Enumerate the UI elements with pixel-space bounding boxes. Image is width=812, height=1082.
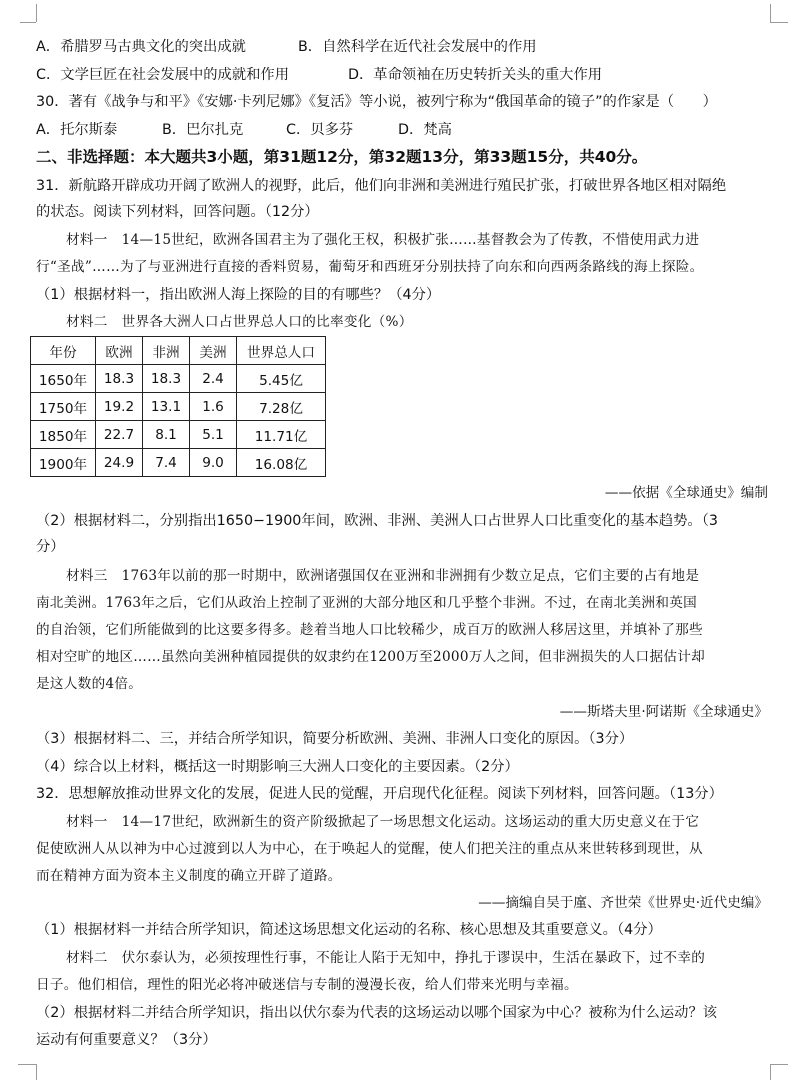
q32-intro: 32．思想解放推动世界文化的发展，促进人民的觉醒，开启现代化征程。阅读下列材料，回答问题。（13分） <box>36 786 723 802</box>
crop-mark-top-right-h <box>770 22 788 23</box>
table-cell: 1850年 <box>31 421 96 449</box>
q32-material1-line3: 而在精神方面为资本主义制度的确立开辟了道路。 <box>36 868 342 884</box>
q32-question1: （1）根据材料一并结合所学知识，简述这场思想文化运动的名称、核心思想及其重要意义。（4分） <box>36 922 662 938</box>
table-cell: 18.3 <box>96 365 143 393</box>
table-cell: 8.1 <box>143 421 190 449</box>
table-cell: 1900年 <box>31 449 96 477</box>
table-cell: 7.28亿 <box>237 393 326 421</box>
crop-mark-top-left-h <box>20 22 36 23</box>
crop-mark-bottom-right-v <box>770 1064 771 1080</box>
q31-question1: （1）根据材料一，指出欧洲人海上探险的目的有哪些？（4分） <box>36 287 441 303</box>
table-cell: 22.7 <box>96 421 143 449</box>
q31-material2-title: 材料二 世界各大洲人口占世界总人口的比率变化（%） <box>66 314 413 330</box>
table-cell: 11.71亿 <box>237 421 326 449</box>
table-cell: 1650年 <box>31 365 96 393</box>
table-cell: 24.9 <box>96 449 143 477</box>
q31-material2-source: ——依据《全球通史》编制 <box>604 485 768 501</box>
q29-option-b: B．自然科学在近代社会发展中的作用 <box>298 39 537 55</box>
q31-question3: （3）根据材料二、三，并结合所学知识，简要分析欧洲、美洲、非洲人口变化的原因。（3分） <box>36 731 634 747</box>
q32-question2-line1: （2）根据材料二并结合所学知识，指出以伏尔泰为代表的这场运动以哪个国家为中心？被称为什么运动？该 <box>36 1005 718 1021</box>
q31-question2-line1: （2）根据材料二，分别指出1650−1900年间，欧洲、非洲、美洲人口占世界人口比重变化的基本趋势。（3 <box>36 513 718 529</box>
q31-question4: （4）综合以上材料，概括这一时期影响三大洲人口变化的主要因素。（2分） <box>36 759 519 775</box>
q31-material1-line1: 材料一 14—15世纪，欧洲各国君主为了强化王权，积极扩张……基督教会为了传教，不惜使用武力进 <box>66 232 700 248</box>
q32-material1-source: ——摘编自吴于廑、齐世荣《世界史·近代史编》 <box>478 895 768 911</box>
table-cell: 9.0 <box>190 449 237 477</box>
q31-material3-line1: 材料三 1763年以前的那一时期中，欧洲诸强国仅在亚洲和非洲拥有少数立足点，它们主要的占有地是 <box>66 568 700 584</box>
q31-material1-line2: 行“圣战”……为了与亚洲进行直接的香料贸易，葡萄牙和西班牙分别扶持了向东和向西两条路线的海上探险。 <box>36 259 704 275</box>
q29-option-d: D．革命领袖在历史转折关头的重大作用 <box>348 67 603 83</box>
table-row <box>31 449 326 477</box>
crop-mark-top-left <box>36 4 37 22</box>
table-row <box>31 421 326 449</box>
table-cell: 19.2 <box>96 393 143 421</box>
q30-options <box>36 120 452 140</box>
q32-material2-line2: 日子。他们相信，理性的阳光必将冲破迷信与专制的漫漫长夜，给人们带来光明与幸福。 <box>36 977 578 993</box>
q30-option-b: B．巴尔扎克 <box>162 122 244 138</box>
q31-intro-line2: 的状态。阅读下列材料，回答问题。（12分） <box>36 204 319 220</box>
q30-option-a: A．托尔斯泰 <box>36 122 118 138</box>
table-cell: 5.1 <box>190 421 237 449</box>
q29-options-row2 <box>36 65 602 85</box>
table-cell: 7.4 <box>143 449 190 477</box>
table-cell: 2.4 <box>190 365 237 393</box>
table-header-row <box>31 337 326 365</box>
q31-material3-line3: 的自治领，它们所能做到的比这要多得多。趁着当地人口比较稀少，成百万的欧洲人移居这里，并填补了那些 <box>36 622 703 638</box>
crop-mark-top-right <box>770 4 771 22</box>
table-header-cell: 非洲 <box>143 337 190 365</box>
section-heading: 二、非选择题：本大题共3小题，第31题12分，第32题13分，第33题15分，共40分。 <box>36 148 648 166</box>
table-row <box>31 365 326 393</box>
table-header-cell: 美洲 <box>190 337 237 365</box>
q29-option-a: A．希腊罗马古典文化的突出成就 <box>36 39 246 55</box>
table-cell: 13.1 <box>143 393 190 421</box>
q30-option-d: D．梵高 <box>398 122 452 138</box>
table-cell: 1750年 <box>31 393 96 421</box>
population-table <box>30 336 326 477</box>
crop-mark-bottom-left-v <box>36 1064 37 1080</box>
q31-material3-source: ——斯塔夫里·阿诺斯《全球通史》 <box>559 704 768 720</box>
crop-mark-bottom-right <box>770 1064 788 1065</box>
q30-option-c: C．贝多芬 <box>286 122 354 138</box>
table-cell: 18.3 <box>143 365 190 393</box>
q31-material3-line2: 南北美洲。1763年之后，它们从政治上控制了亚洲的大部分地区和几乎整个非洲。不过，在南北美洲和英国 <box>36 595 698 611</box>
table-header-cell: 欧洲 <box>96 337 143 365</box>
q31-material3-line5: 是这人数的4倍。 <box>36 676 143 692</box>
table-cell: 5.45亿 <box>237 365 326 393</box>
q30-stem: 30．著有《战争与和平》《安娜·卡列尼娜》《复活》等小说，被列宁称为“俄国革命的镜子”的作家是（ ） <box>36 94 717 110</box>
q32-question2-line2: 运动有何重要意义？（3分） <box>36 1032 217 1048</box>
table-row <box>31 393 326 421</box>
table-cell: 1.6 <box>190 393 237 421</box>
q32-material2-line1: 材料二 伏尔泰认为，必须按理性行事，不能让人陷于无知中，挣扎于谬误中，生活在暴政下，过不幸的 <box>66 950 706 966</box>
table-header-cell: 世界总人口 <box>237 337 326 365</box>
q31-question2-line2: 分） <box>36 539 65 555</box>
q32-material1-line2: 促使欧洲人从以神为中心过渡到以人为中心，在于唤起人的觉醒，使人们把关注的重点从来世转移到现世，从 <box>36 841 703 857</box>
q31-material3-line4: 相对空旷的地区……虽然向美洲种植园提供的奴隶约在1200万至2000万人之间，但非洲损失的人口据估计却 <box>36 649 706 665</box>
table-cell: 16.08亿 <box>237 449 326 477</box>
q29-options-row1 <box>36 37 537 57</box>
q32-material1-line1: 材料一 14—17世纪，欧洲新生的资产阶级掀起了一场思想文化运动。这场运动的重大历史意义在于它 <box>66 814 700 830</box>
table-header-cell: 年份 <box>31 337 96 365</box>
crop-mark-bottom-left <box>18 1064 36 1065</box>
q31-intro-line1: 31．新航路开辟成功开阔了欧洲人的视野，此后，他们向非洲和美洲进行殖民扩张，打破世界各地区相对隔绝 <box>36 178 727 194</box>
q29-option-c: C．文学巨匠在社会发展中的成就和作用 <box>36 67 290 83</box>
